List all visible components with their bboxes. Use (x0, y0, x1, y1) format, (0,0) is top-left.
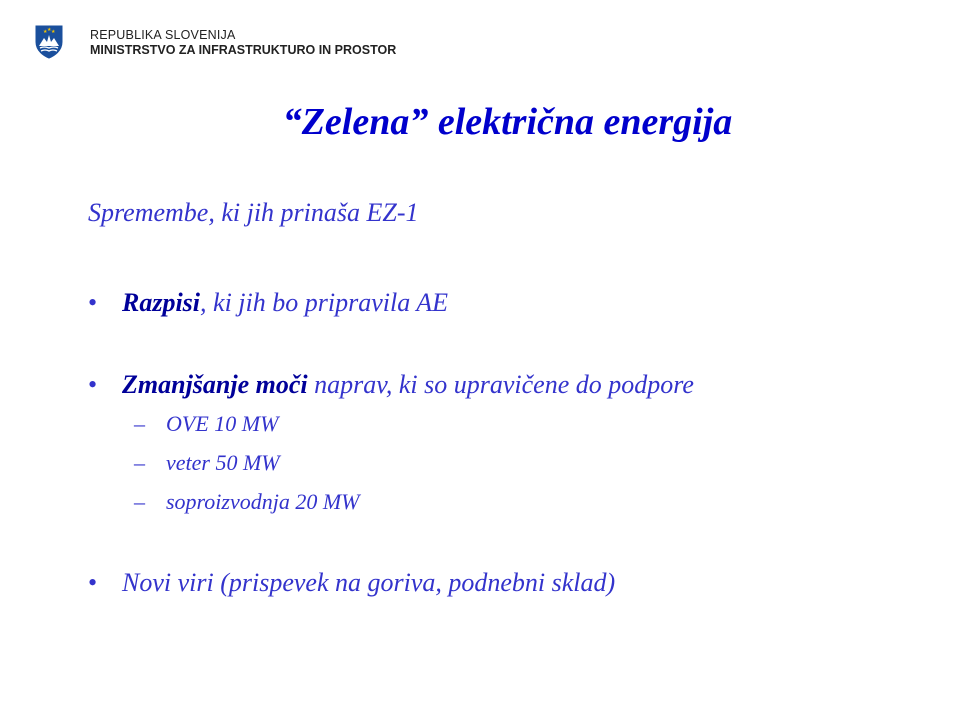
bullet-marker: • (88, 288, 98, 317)
bullet-marker: • (88, 568, 98, 597)
svg-text:★: ★ (51, 29, 56, 35)
bullet-novi-viri (88, 567, 615, 599)
svg-text:★: ★ (47, 27, 52, 33)
slide-subtitle: Spremembe, ki jih prinaša EZ-1 (88, 198, 419, 227)
subitem-veter (134, 449, 280, 477)
bullet-bold-text: Zmanjšanje moči (122, 370, 308, 399)
bullet-text: naprav, ki so upravičene do podpore (307, 370, 694, 399)
ministry-name (90, 28, 396, 58)
bullet-marker: • (88, 370, 98, 399)
dash-marker: – (134, 450, 145, 475)
coat-of-arms-icon (34, 24, 64, 60)
subitem-text: soproizvodnja 20 MW (166, 489, 360, 514)
bullet-zmanjsanje-moci (88, 369, 694, 401)
republic-name: REPUBLIKA SLOVENIJA (90, 28, 236, 42)
subitem-soproizvodnja (134, 488, 360, 516)
slide-title: “Zelena” električna energija (282, 101, 733, 143)
bullet-text: Novi viri (prispevek na goriva, podnebni sklad) (122, 568, 616, 597)
subitem-text: OVE 10 MW (166, 411, 279, 436)
svg-text:★: ★ (43, 29, 48, 35)
slide-content (88, 197, 928, 597)
subitem-ove (134, 410, 278, 438)
bullet-text: , ki jih bo pripravila AE (200, 288, 448, 317)
subitem-text: veter 50 MW (166, 450, 280, 475)
ministry-title: MINISTRSTVO ZA INFRASTRUKTURO IN PROSTOR (90, 43, 397, 57)
bullet-razpisi (88, 287, 448, 319)
dash-marker: – (134, 411, 145, 436)
bullet-bold-text: Razpisi (122, 288, 201, 317)
dash-marker: – (134, 489, 145, 514)
